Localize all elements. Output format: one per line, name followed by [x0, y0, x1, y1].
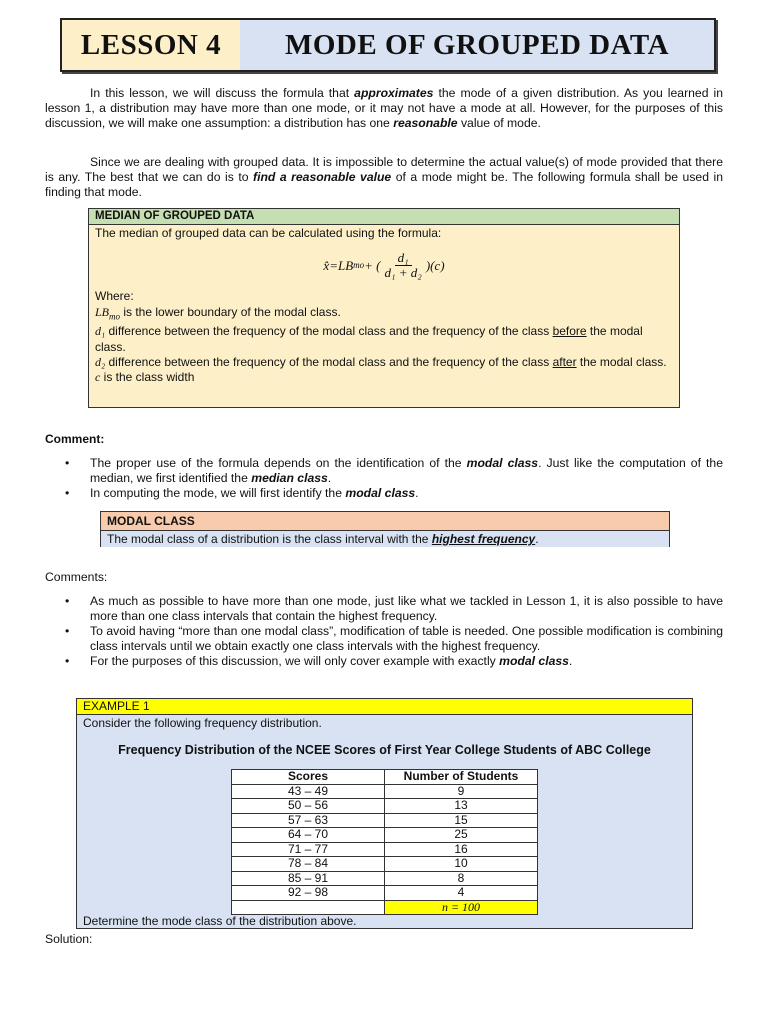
median-box-lead: The median of grouped data can be calculated using the formula:	[95, 226, 442, 240]
list-item: • To avoid having “more than one modal class”, modification of table is needed. One possible modification is combining class intervals until we obtain exactly one class intervals with the highest frequency.	[65, 624, 723, 653]
frequency-table	[231, 769, 538, 915]
example-label: EXAMPLE 1	[77, 699, 692, 715]
lesson-title: MODE OF GROUPED DATA	[240, 20, 714, 70]
example-intro: Consider the following frequency distribution.	[83, 716, 322, 730]
table-row: 85 – 91 8	[232, 871, 538, 886]
modal-class-box	[100, 511, 670, 547]
example-question: Determine the mode class of the distribution above.	[83, 914, 357, 928]
mode-formula: x̂ = LB mo + ( $\frac{\text{d₁}}{\text{d₁ + d₂}}$ )(c)	[323, 249, 445, 280]
modal-class-definition: The modal class of a distribution is the class interval with the highest frequency.	[101, 531, 669, 547]
total-cell: n = 100	[385, 900, 538, 915]
lesson-header	[60, 18, 716, 72]
median-box-title: MEDIAN OF GROUPED DATA	[89, 209, 679, 225]
table-row: 50 – 56 13	[232, 799, 538, 814]
emphasis-approximates: approximates	[354, 86, 434, 100]
where-label: Where:	[95, 289, 134, 304]
column-header: Number of Students	[385, 770, 538, 785]
def-d2: d₂ difference between the frequency of the modal class and the frequency of the class after the modal class.	[95, 354, 667, 369]
emphasis-reasonable: reasonable	[393, 116, 458, 131]
column-header: Scores	[232, 770, 385, 785]
table-row: 92 – 98 4	[232, 886, 538, 901]
table-row: 71 – 77 16	[232, 842, 538, 857]
list-item: • As much as possible to have more than one mode, just like what we tackled in Lesson 1, it is also possible to have more than one class intervals that contain the highest frequency.	[65, 594, 723, 623]
intro-paragraph-1: In this lesson, we will discuss the formula that approximates the mode of a given distribution. As you learned in lesson 1, a distribution may have more than one mode, or it may not have a mode at all. However, for the purposes of this discussion, we will make one assumption: a distribution has one reasonable value of mode.	[45, 86, 723, 131]
emphasis-find-value: find a reasonable value	[253, 170, 392, 185]
median-box	[88, 208, 680, 408]
solution-label: Solution:	[45, 932, 93, 946]
table-row: 57 – 63 15	[232, 813, 538, 828]
list-item: • In computing the mode, we will first identify the modal class.	[65, 486, 419, 500]
list-item: • For the purposes of this discussion, we will only cover example with exactly modal class.	[65, 654, 573, 668]
table-row: 78 – 84 10	[232, 857, 538, 872]
def-lb: $LB_{mo}$ is the lower boundary of the modal class.	[95, 304, 341, 321]
table-row: 64 – 70 25	[232, 828, 538, 843]
table-title: Frequency Distribution of the NCEE Scores of First Year College Students of ABC College	[118, 743, 651, 757]
lesson-number: LESSON 4	[62, 20, 240, 70]
comment-list	[45, 456, 723, 501]
table-row: 43 – 49 9	[232, 784, 538, 799]
comment-heading: Comment:	[45, 432, 105, 446]
total-row	[232, 900, 538, 915]
comments-heading: Comments:	[45, 570, 108, 584]
def-d1: d₁ difference between the frequency of the modal class and the frequency of the class before the modal class.	[95, 324, 643, 354]
comments-list	[45, 594, 723, 669]
intro-paragraph-2: Since we are dealing with grouped data. It is impossible to determine the actual value(s) of mode provided that there is any. The best that we can do is to find a reasonable value of a mode might be. The following formula shall be used in finding that mode.	[45, 155, 723, 200]
def-c: c is the class width	[95, 370, 195, 385]
modal-class-title: MODAL CLASS	[101, 512, 669, 531]
example-box	[76, 698, 693, 929]
list-item: • The proper use of the formula depends on the identification of the modal class. Just like the computation of the median, we first identified the median class.	[65, 456, 723, 485]
